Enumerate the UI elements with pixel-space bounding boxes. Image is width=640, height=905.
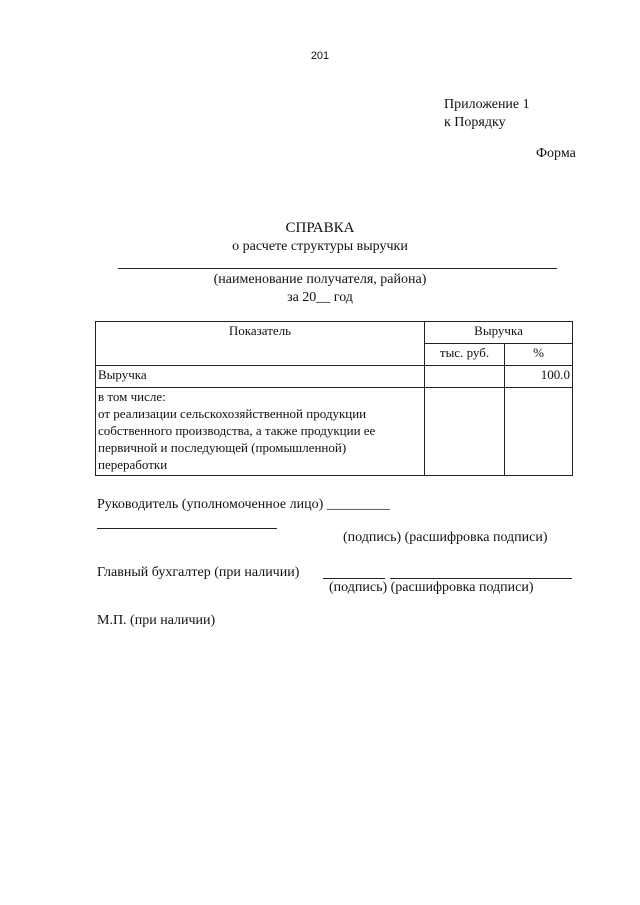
head-name-blank-line (97, 528, 277, 529)
header-percent: % (505, 344, 573, 366)
form-label: Форма (536, 146, 576, 161)
accountant-signature-blank (323, 578, 385, 579)
row-percent (505, 388, 573, 476)
row-percent: 100.0 (505, 366, 573, 388)
row-label: в том числе: от реализации сельскохозяйственной продукции собственного производства, а также продукции ее первичной и последующей (промышленной) переработки (96, 388, 425, 476)
recipient-caption: (наименование получателя, района) (213, 272, 427, 287)
page-number: 201 (310, 50, 330, 62)
header-revenue: Выручка (425, 322, 573, 344)
year-line: за 20__ год (287, 290, 353, 305)
appendix-line-2: к Порядку (444, 115, 506, 130)
stamp-label: М.П. (при наличии) (97, 613, 216, 628)
header-indicator: Показатель (96, 322, 425, 366)
recipient-blank-line (118, 268, 557, 269)
document-title: СПРАВКА (285, 220, 355, 236)
document-subtitle: о расчете структуры выручки (232, 239, 408, 254)
accountant-name-blank (390, 578, 572, 579)
header-thousand-rub: тыс. руб. (425, 344, 505, 366)
row-thousand-rub (425, 366, 505, 388)
head-signature-caption: (подпись) (расшифровка подписи) (343, 530, 548, 545)
accountant-signature-label: Главный бухгалтер (при наличии) (97, 565, 300, 580)
appendix-note (444, 96, 530, 132)
row-thousand-rub (425, 388, 505, 476)
revenue-table (95, 321, 573, 476)
accountant-signature-caption: (подпись) (расшифровка подписи) (329, 580, 534, 595)
row-label: Выручка (96, 366, 425, 388)
appendix-line-1: Приложение 1 (444, 97, 530, 112)
head-signature-label: Руководитель (уполномоченное лицо) _________ (97, 497, 390, 512)
